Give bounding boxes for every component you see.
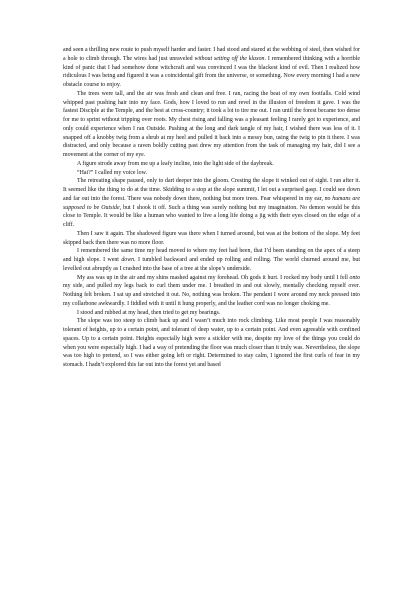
text-run: Then I saw it again. The shadowed figure was there when I turned around, but was at the bottom of the slope. My feet skipped back then there was no more floor.	[63, 230, 360, 246]
paragraph	[63, 90, 360, 160]
paragraph	[63, 247, 360, 273]
body-text	[63, 46, 360, 370]
text-run: The slope was too steep to climb back up and I wasn’t much into rock climbing. Like most people I was reasonably tolerant of heights, up to a certain point, and tolerant of deep water, up to a certain point. And even agreeable with confined spaces. Up to a certain point. Heights especially high were a stickler with me, despite my love of the things you could do when you were especially high. I had a way of pretending the floor was much closer than it truly was. Nevertheless, the slope was too high to pretend, so I was either going left or right. Determined to stay calm, I ignored the first curls of fear in my stomach. I hadn’t explored this far out into the forest yet and based	[63, 318, 360, 368]
italic-text: down	[121, 257, 135, 263]
italic-text: no humans are supposed to be Outside	[63, 195, 360, 211]
paragraph	[63, 274, 360, 309]
paragraph	[63, 317, 360, 370]
text-run: I remembered the same time my head moved to where my feet had been, that I’d been standing on the apex of a steep and high slope. I went	[63, 248, 360, 263]
paragraph	[63, 177, 360, 230]
paragraph	[63, 230, 360, 248]
text-run: , but I shook it off. Such a thing was surely nothing but my imagination. No demon would be this close to Temple. It would be like a human who wanted to live a long life doing a jig with their eyes closed on the edge of a cliff.	[63, 204, 361, 228]
text-run: The retreating shape paused, only to dart deeper into the gloom. Cresting the slope it winked out of sight. I ran after it. It seemed like the thing to do at the time. Skidding to a stop at the slope summit, I let out a surprised gasp. I could see down and far out into the forest. There was nobody down there, nothing but more trees. Fear whispered in my ear,	[63, 178, 360, 202]
text-run: A figure strode away from me up a leafy incline, into the light side of the daybreak.	[77, 160, 274, 167]
text-run: The trees were tall, and the air was fresh and clean and free. I ran, racing the beat of my own footfalls. Cold wind whipped past pushing hair into my face. Gods, how I loved to run and revel in the illusion of freedom it gave. I was the fastest Disciple at the Temple, and the best at cross-country; it took a lot to tire me out. I ran until the forest became too dense for me to sprint without tripping over roots. My chest rising and falling was a pleasant feeling I rarely got to experience, and only could experience when I ran Outside. Pushing at the long and dark tangle of my hair, I wished there was less of it. I snapped off a knobby twig from a shrub at my heel and pulled it back into a messy bun, using the twig to pin it there. I was distracted, and only because a raven boldly cutting past drew my attention from the task of managing my hair, did I see a movement at the corner of my eye.	[63, 90, 360, 158]
paragraph	[63, 309, 360, 318]
paragraph	[63, 46, 360, 90]
text-run: and seen a thrilling new route to push myself harder and faster. I had stood and stared at the webbing of steel, then wished for a hole to climb through. The wires had just unraveled	[63, 47, 360, 62]
text-run: . I tumbled backward and ended up rolling and rolling. The world churned around me, but levelled out abruptly as I crashed into the base of a tree at the slope’s underside.	[63, 257, 360, 272]
italic-text: without setting off the klaxon	[194, 55, 265, 62]
text-run: my side, and pulled my legs back to curl them under me. I breathed in and out slowly, mentally checking myself over. Nothing felt broken. I sat up and stretched it out. No, nothing was broken. The pendant I wore around my neck pressed into my collarbone awkwardly. I fiddled with it until it hung properly, and the leather cord was no longer choking me.	[63, 283, 360, 307]
text-run: “Hai?” I called my voice low.	[77, 169, 147, 176]
text-run: My ass was up in the air and my shins mashed against my forehead. Oh gods it hurt. I rocked my body until I fell	[77, 274, 350, 281]
italic-text: onto	[349, 274, 360, 281]
text-run: I stood and rubbed at my head, then tried to get my bearings.	[77, 309, 221, 316]
paragraph	[63, 169, 360, 178]
text-run: . I remembered thinking with a horrible kind of panic that I had somehow done witchcraft and was convinced I was the blackest kind of evil. Then I realized how ridiculous I was being and figured it was a coincidental gift from the universe, or something. Now every morning I had a new obstacle course to enjoy.	[63, 55, 361, 88]
paragraph	[63, 160, 360, 169]
